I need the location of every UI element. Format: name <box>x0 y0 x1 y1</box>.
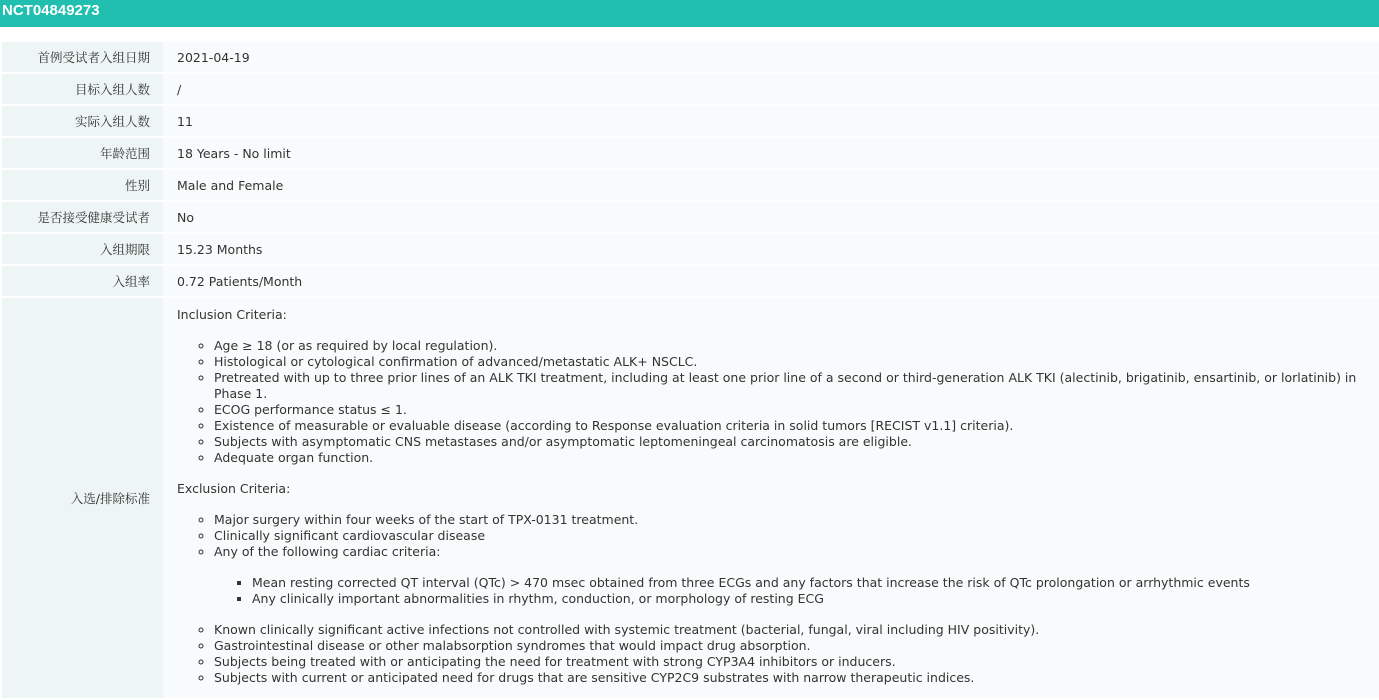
row-age-range <box>2 138 1379 170</box>
trial-id-title: NCT04849273 <box>2 2 100 19</box>
list-item: ▪ Mean resting corrected QT interval (QTc) > 470 msec obtained from three ECGs and any factors that increase the risk of QTc prolongation or arrhythmic events <box>252 575 1379 591</box>
row-actual-enrollment <box>2 106 1379 138</box>
list-item: ◦ Subjects with asymptomatic CNS metastases and/or asymptomatic leptomeningeal carcinomatosis are eligible. <box>214 434 1379 450</box>
list-item: ◦ Subjects with current or anticipated need for drugs that are sensitive CYP2C9 substrates with narrow therapeutic indices. <box>214 670 1379 686</box>
list-item <box>214 544 1379 607</box>
row-value: 11 <box>163 106 1379 136</box>
row-enrollment-period <box>2 234 1379 266</box>
cardiac-criteria-list <box>214 575 1379 607</box>
row-value: Male and Female <box>163 170 1379 200</box>
row-label: 首例受试者入组日期 <box>2 42 163 72</box>
row-target-enrollment <box>2 74 1379 106</box>
row-label: 年龄范围 <box>2 138 163 168</box>
inclusion-heading: Inclusion Criteria: <box>177 307 287 322</box>
row-label: 目标入组人数 <box>2 74 163 104</box>
list-item: ◦ Adequate organ function. <box>214 450 1379 466</box>
row-value: 0.72 Patients/Month <box>163 266 1379 296</box>
list-item: ◦ Histological or cytological confirmation of advanced/metastatic ALK+ NSCLC. <box>214 354 1379 370</box>
exclusion-heading: Exclusion Criteria: <box>177 481 291 496</box>
list-item-text: Any of the following cardiac criteria: <box>214 544 441 559</box>
row-value: / <box>163 74 1379 104</box>
row-value: 2021-04-19 <box>163 42 1379 72</box>
row-label: 入选/排除标准 <box>2 298 163 698</box>
row-sex <box>2 170 1379 202</box>
row-enrollment-rate <box>2 266 1379 298</box>
row-label: 入组期限 <box>2 234 163 264</box>
criteria-content <box>163 298 1379 698</box>
row-label: 性别 <box>2 170 163 200</box>
row-value: No <box>163 202 1379 232</box>
enrollment-info-table <box>2 41 1379 700</box>
inclusion-list <box>177 338 1379 466</box>
row-value: 18 Years - No limit <box>163 138 1379 168</box>
row-label: 实际入组人数 <box>2 106 163 136</box>
trial-id-header <box>0 0 1379 27</box>
row-label: 是否接受健康受试者 <box>2 202 163 232</box>
list-item: ◦ Age ≥ 18 (or as required by local regulation). <box>214 338 1379 354</box>
row-value: 15.23 Months <box>163 234 1379 264</box>
row-healthy-volunteers <box>2 202 1379 234</box>
list-item: ◦ Major surgery within four weeks of the start of TPX-0131 treatment. <box>214 512 1379 528</box>
list-item: ◦ Existence of measurable or evaluable disease (according to Response evaluation criteria in solid tumors [RECIST v1.1] criteria). <box>214 418 1379 434</box>
list-item: ◦ Subjects being treated with or anticipating the need for treatment with strong CYP3A4 inhibitors or inducers. <box>214 654 1379 670</box>
row-first-enrollment-date <box>2 42 1379 74</box>
row-eligibility-criteria <box>2 298 1379 700</box>
list-item: ◦ Clinically significant cardiovascular disease <box>214 528 1379 544</box>
list-item: ▪ Any clinically important abnormalities in rhythm, conduction, or morphology of resting ECG <box>252 591 1379 607</box>
list-item: ◦ ECOG performance status ≤ 1. <box>214 402 1379 418</box>
exclusion-list <box>177 512 1379 686</box>
row-label: 入组率 <box>2 266 163 296</box>
list-item: ◦ Gastrointestinal disease or other malabsorption syndromes that would impact drug absorption. <box>214 638 1379 654</box>
list-item: ◦ Known clinically significant active infections not controlled with systemic treatment (bacterial, fungal, viral including HIV positivity). <box>214 622 1379 638</box>
list-item: ◦ Pretreated with up to three prior lines of an ALK TKI treatment, including at least one prior line of a second or third-generation ALK TKI (alectinib, brigatinib, ensartinib, or lorlatinib) in Phase 1. <box>214 370 1379 402</box>
